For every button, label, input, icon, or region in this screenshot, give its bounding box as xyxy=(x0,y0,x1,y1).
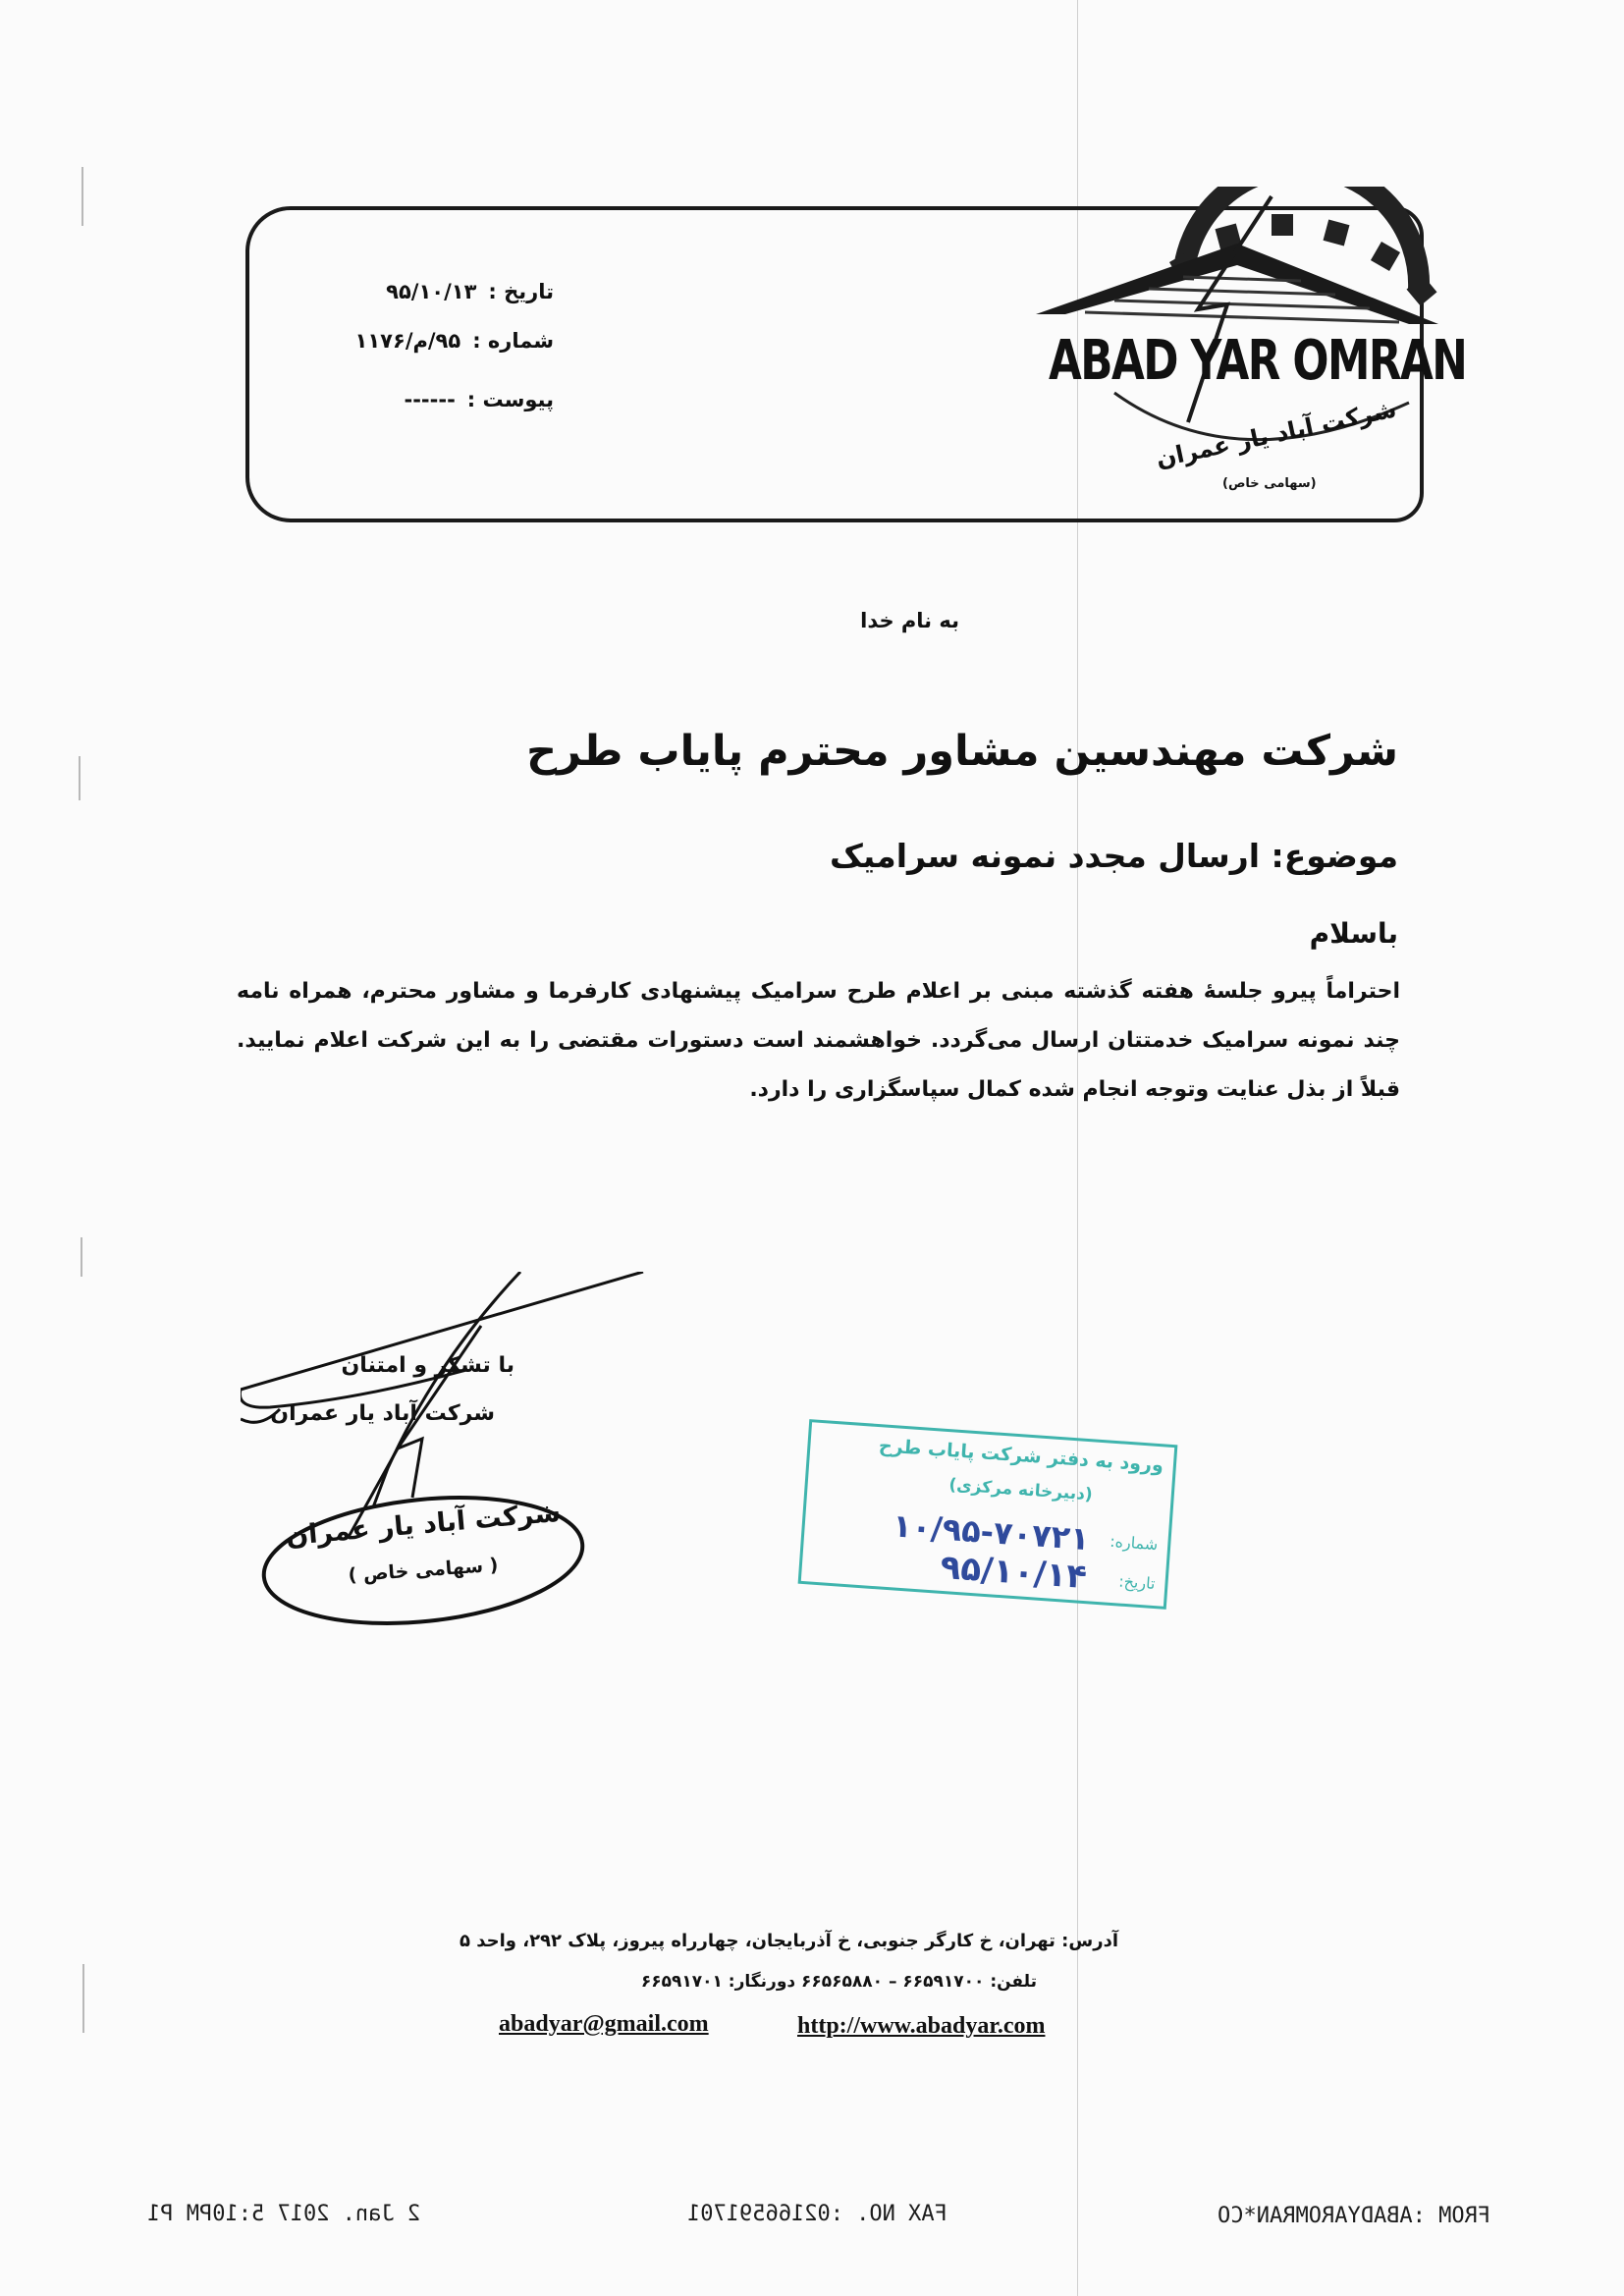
footer-phones: تلفن: ۶۶۵۹۱۷۰۰ – ۶۶۵۶۵۸۸۰ دورنگار: ۶۶۵۹۱۷۰۱ xyxy=(640,1972,1037,1992)
stamp-date-label: تاریخ: xyxy=(1117,1571,1157,1594)
subject-line: موضوع: ارسال مجدد نمونه سرامیک xyxy=(830,837,1398,875)
logo-wordmark: ABAD YAR OMRAN xyxy=(1049,329,1467,393)
stamp-subtitle: (دبیرخانه مرکزی) xyxy=(947,1475,1094,1505)
number-label: شماره : xyxy=(472,329,554,353)
footer-address: آدرس: تهران، خ کارگر جنوبی، خ آذربایجان، چهارراه پیروز، پلاک ۲۹۲، واحد ۵ xyxy=(459,1931,1118,1951)
seal-subtext: ( سهامی خاص ) xyxy=(347,1554,500,1587)
stamp-number-label: شماره: xyxy=(1109,1531,1159,1555)
scan-edge-mark xyxy=(82,1964,84,2033)
letter-body: احتراماً پیرو جلسهٔ هفته گذشته مبنی بر اعلام طرح سرامیک پیشنهادی کارفرما و مشاور محترم، همراه نامه چند نمونه سرامیک خدمتتان ارسال می‌گردد. خواهشمند است دستورات مقتضی را به این شرکت اعلام نمایید. قبلاً از بذل عنایت وتوجه انجام شده کمال سپاسگزاری را دارد. xyxy=(237,979,1400,1102)
number-value: ۹۵/م/۱۱۷۶ xyxy=(354,329,461,353)
fax-from: FROM :ABADYAROMRAN*CO xyxy=(1218,2204,1491,2228)
stamp-number-handwritten: ۱۰/۹۵-۷۰۷۲۱ xyxy=(891,1506,1091,1558)
footer-email-link[interactable]: abadyar@gmail.com xyxy=(499,2011,709,2037)
scan-edge-mark xyxy=(81,167,83,226)
fax-number: FAX NO. :02166591701 xyxy=(687,2202,947,2226)
scan-edge-mark xyxy=(81,1237,82,1277)
attachment-row xyxy=(404,388,554,411)
stamp-date-handwritten: ۹۵/۱۰/۱۴ xyxy=(939,1547,1089,1598)
number-row xyxy=(355,329,554,353)
received-stamp xyxy=(798,1419,1178,1610)
footer-website-link[interactable]: http://www.abadyar.com xyxy=(797,2013,1046,2039)
basmala: به نام خدا xyxy=(860,609,959,632)
recipient: شرکت مهندسین مشاور محترم پایاب طرح xyxy=(526,727,1398,776)
logo-persian-sub: (سهامی خاص) xyxy=(1222,476,1317,491)
greeting: باسلام xyxy=(1309,917,1398,950)
logo-persian-name: شرکت آباد یار عمران xyxy=(1153,395,1399,473)
fax-date-time: 2 Jan. 2017 5:10PM P1 xyxy=(147,2202,421,2226)
date-row xyxy=(386,280,554,303)
closing-line: با تشکر و امتنان xyxy=(341,1353,514,1378)
attachment-value: ------ xyxy=(404,388,456,411)
closing-company: شرکت آباد یار عمران xyxy=(270,1401,495,1426)
date-value: ۹۵/۱۰/۱۳ xyxy=(386,280,477,303)
attachment-label: پیوست : xyxy=(466,388,554,411)
stamp-title: ورود به دفتر شرکت پایاب طرح xyxy=(878,1435,1164,1477)
seal-company-name: شرکت آباد یار عمران xyxy=(284,1497,563,1553)
scan-edge-mark xyxy=(79,756,81,800)
date-label: تاریخ : xyxy=(488,280,554,303)
